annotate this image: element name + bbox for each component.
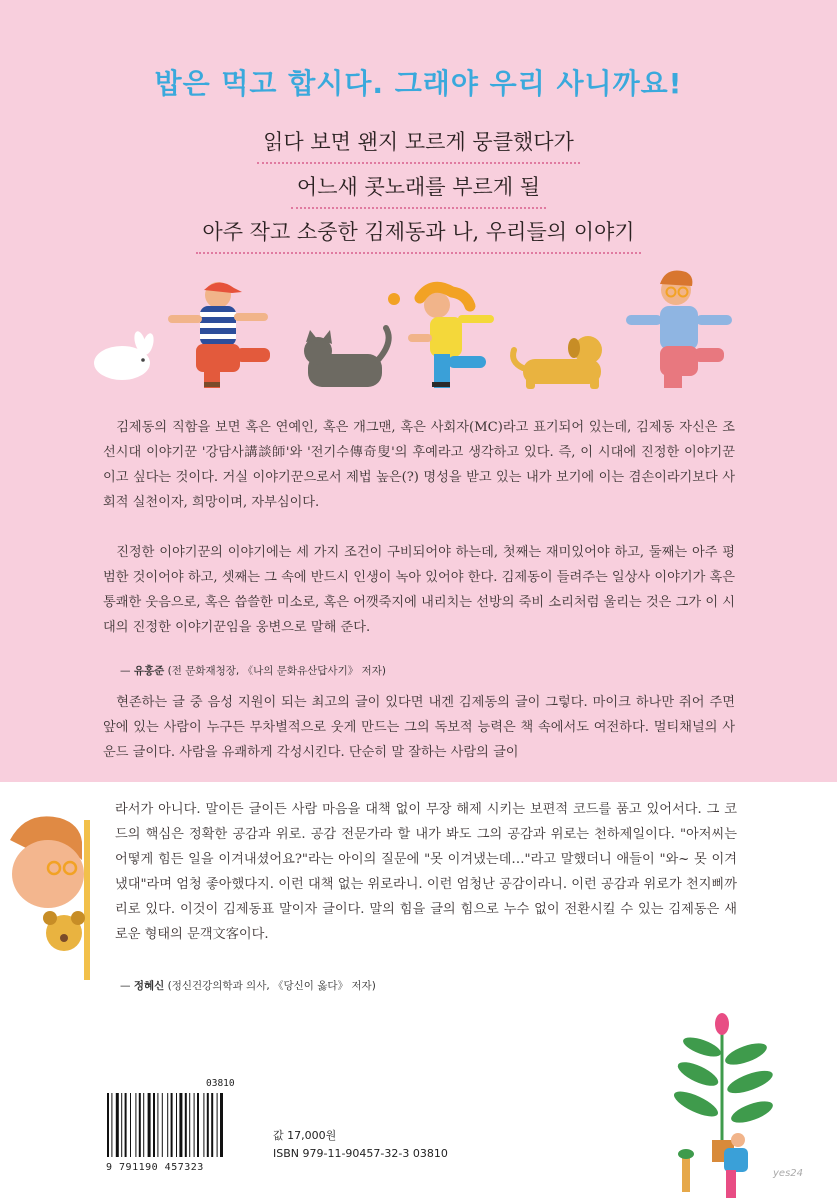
dog-illustration (513, 336, 602, 389)
tagline-1-text: 읽다 보면 왠지 모르게 뭉클했다가 (257, 126, 580, 164)
review2-paragraph-top: 현존하는 글 중 음성 지원이 되는 최고의 글이 있다면 내겐 김제동의 글이 그렇다. 마이크 하나만 쥐어 주면 앞에 있는 사람이 누구든 무차별적으로 웃게 만드는 그의 독보적 능력은 책 속에서도 여전하다. 멀티채널의 사운드 글이다. 사람을 유쾌하게 각성시킨다. 단순히 말 잘하는 사람의 글이 (103, 695, 735, 760)
watermark: yes24 (773, 1168, 804, 1179)
character-illustrations (0, 262, 837, 397)
boy-striped-shirt-illustration (168, 282, 270, 388)
book-price: 값 17,000원 (273, 1129, 337, 1142)
tagline-2-text: 어느새 콧노래를 부르게 될 (291, 171, 546, 209)
review2-author: 정혜신 (133, 980, 165, 992)
tagline-2 (0, 171, 837, 209)
review1-paragraph-2: 진정한 이야기꾼의 이야기에는 세 가지 조건이 구비되어야 하는데, 첫째는 재미있어야 하고, 둘째는 아주 평범한 것이어야 하고, 셋째는 그 속에 반드시 인생이 녹아 있어야 한다. 김제동이 들려주는 일상사 이야기가 혹은 통쾌한 웃음으로, 혹은 씁쓸한 미소로, 혹은 어깻죽지에 내리치는 선방의 죽비 소리처럼 울리는 것은 그가 이 시대의 진정한 이야기꾼임을 웅변으로 말해 준다. (103, 545, 735, 635)
tagline-1 (0, 126, 837, 164)
barcode-digits: 9 791190 457323 (106, 1162, 204, 1173)
barcode-addon-digits: 03810 (206, 1078, 235, 1089)
citation-dash: — (120, 665, 134, 677)
isbn-number: ISBN 979-11-90457-32-3 03810 (273, 1147, 448, 1160)
citation-dash: — (120, 980, 134, 992)
tagline-3-text: 아주 작고 소중한 김제동과 나, 우리들의 이야기 (196, 216, 640, 254)
man-glasses-illustration (626, 271, 732, 389)
review1-author: 유홍준 (133, 665, 165, 677)
review1-author-desc: (전 문화재청장, 《나의 문화유산답사기》 저자) (167, 665, 386, 677)
headline: 밥은 먹고 합시다. 그래야 우리 사니까요! (154, 67, 683, 100)
review2-citation (120, 978, 376, 993)
peeking-man-illustration (0, 800, 100, 980)
rabbit-illustration (94, 330, 156, 380)
tagline-3 (0, 216, 837, 254)
review2-author-desc: (정신건강의학과 의사, 《당신이 옳다》 저자) (167, 980, 376, 992)
isbn-barcode (105, 1093, 268, 1159)
review1-paragraph-1: 김제동의 직함을 보면 혹은 연예인, 혹은 개그맨, 혹은 사회자(MC)라고 표기되어 있는데, 김제동 자신은 조선시대 이야기꾼 '강담사講談師'와 '전기수傳奇叟'의 후예라고 생각하고 있다. 즉, 이 시대에 진정한 이야기꾼이고 싶다는 것이다. 거실 이야기꾼으로서 제법 높은(?) 명성을 받고 있는 내가 보기에 이는 겸손이라기보다 사회적 실천이자, 희망이며, 자부심이다. (103, 420, 735, 510)
review2-paragraph-bottom: 라서가 아니다. 말이든 글이든 사람 마음을 대책 없이 무장 해제 시키는 보편적 코드를 품고 있어서다. 그 코드의 핵심은 정확한 공감과 위로. 공감 전문가라 할 내가 봐도 그의 공감과 위로는 천하제일이다. "아저씨는 어떻게 힘든 일을 이겨내셨어요?"라는 아이의 질문에 "못 이겨냈는데…"라고 말했더니 애들이 "와~ 못 이겨냈대"라며 엄청 좋아했다지. 이런 대책 없는 위로라니. 이런 엄청난 공감이라니. 이런 공감과 위로가 천지삐까리로 있다. 이것이 김제동표 말이자 글이다. 말의 힘을 글의 힘으로 누수 없이 전환시킬 수 있는 김제동은 새로운 형태의 문객文客이다. (115, 802, 737, 942)
girl-yellow-shirt-illustration (388, 287, 494, 388)
review1-citation (120, 663, 386, 678)
gray-cat-illustration (304, 328, 389, 387)
